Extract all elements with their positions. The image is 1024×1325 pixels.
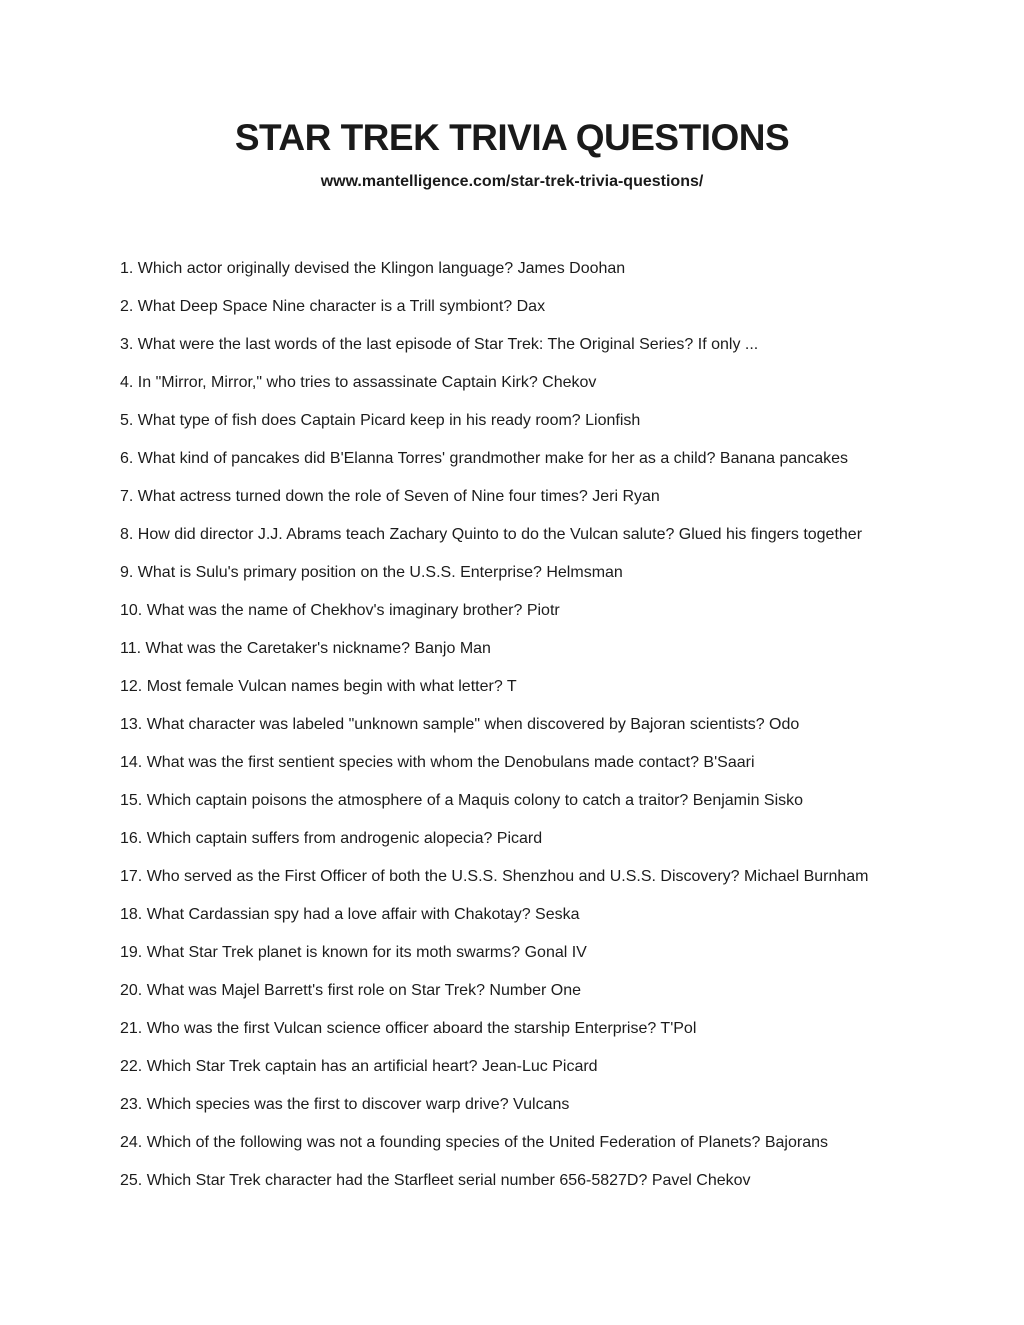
trivia-question: 13. What character was labeled "unknown sample" when discovered by Bajoran scientists? Odo — [120, 715, 800, 733]
trivia-question: 12. Most female Vulcan names begin with what letter? T — [120, 677, 517, 695]
trivia-question: 16. Which captain suffers from androgenic alopecia? Picard — [120, 829, 543, 847]
trivia-question: 5. What type of fish does Captain Picard keep in his ready room? Lionfish — [120, 411, 641, 429]
trivia-question: 18. What Cardassian spy had a love affair with Chakotay? Seska — [120, 905, 580, 923]
trivia-question: 3. What were the last words of the last episode of Star Trek: The Original Series? If only ... — [120, 335, 759, 353]
trivia-question: 25. Which Star Trek character had the Starfleet serial number 656-5827D? Pavel Chekov — [120, 1171, 751, 1189]
trivia-question: 1. Which actor originally devised the Klingon language? James Doohan — [120, 259, 626, 277]
trivia-question: 11. What was the Caretaker's nickname? Banjo Man — [120, 639, 491, 657]
trivia-question: 22. Which Star Trek captain has an artificial heart? Jean-Luc Picard — [120, 1057, 598, 1075]
trivia-question: 7. What actress turned down the role of Seven of Nine four times? Jeri Ryan — [120, 487, 660, 505]
trivia-question: 10. What was the name of Chekhov's imaginary brother? Piotr — [120, 601, 560, 619]
trivia-question: 4. In "Mirror, Mirror," who tries to assassinate Captain Kirk? Chekov — [120, 373, 597, 391]
trivia-question: 19. What Star Trek planet is known for its moth swarms? Gonal IV — [120, 943, 587, 961]
trivia-question: 8. How did director J.J. Abrams teach Zachary Quinto to do the Vulcan salute? Glued his fingers together — [120, 525, 863, 543]
trivia-question: 6. What kind of pancakes did B'Elanna Torres' grandmother make for her as a child? Banana pancakes — [120, 449, 849, 467]
trivia-question: 2. What Deep Space Nine character is a Trill symbiont? Dax — [120, 297, 546, 315]
document-header — [90, 118, 934, 191]
question-list — [120, 259, 934, 1190]
trivia-question: 14. What was the first sentient species with whom the Denobulans made contact? B'Saari — [120, 753, 755, 771]
page-title: STAR TREK TRIVIA QUESTIONS — [234, 117, 790, 158]
trivia-question: 9. What is Sulu's primary position on the U.S.S. Enterprise? Helmsman — [120, 563, 623, 581]
trivia-question: 17. Who served as the First Officer of both the U.S.S. Shenzhou and U.S.S. Discovery? Michael Burnham — [120, 867, 869, 885]
trivia-question: 20. What was Majel Barrett's first role on Star Trek? Number One — [120, 981, 581, 999]
trivia-question: 23. Which species was the first to discover warp drive? Vulcans — [120, 1095, 570, 1113]
source-url: www.mantelligence.com/star-trek-trivia-questions/ — [320, 172, 704, 190]
trivia-question: 24. Which of the following was not a founding species of the United Federation of Planets? Bajorans — [120, 1133, 828, 1151]
trivia-question: 21. Who was the first Vulcan science officer aboard the starship Enterprise? T'Pol — [120, 1019, 697, 1037]
trivia-question: 15. Which captain poisons the atmosphere of a Maquis colony to catch a traitor? Benjamin Sisko — [120, 791, 804, 809]
